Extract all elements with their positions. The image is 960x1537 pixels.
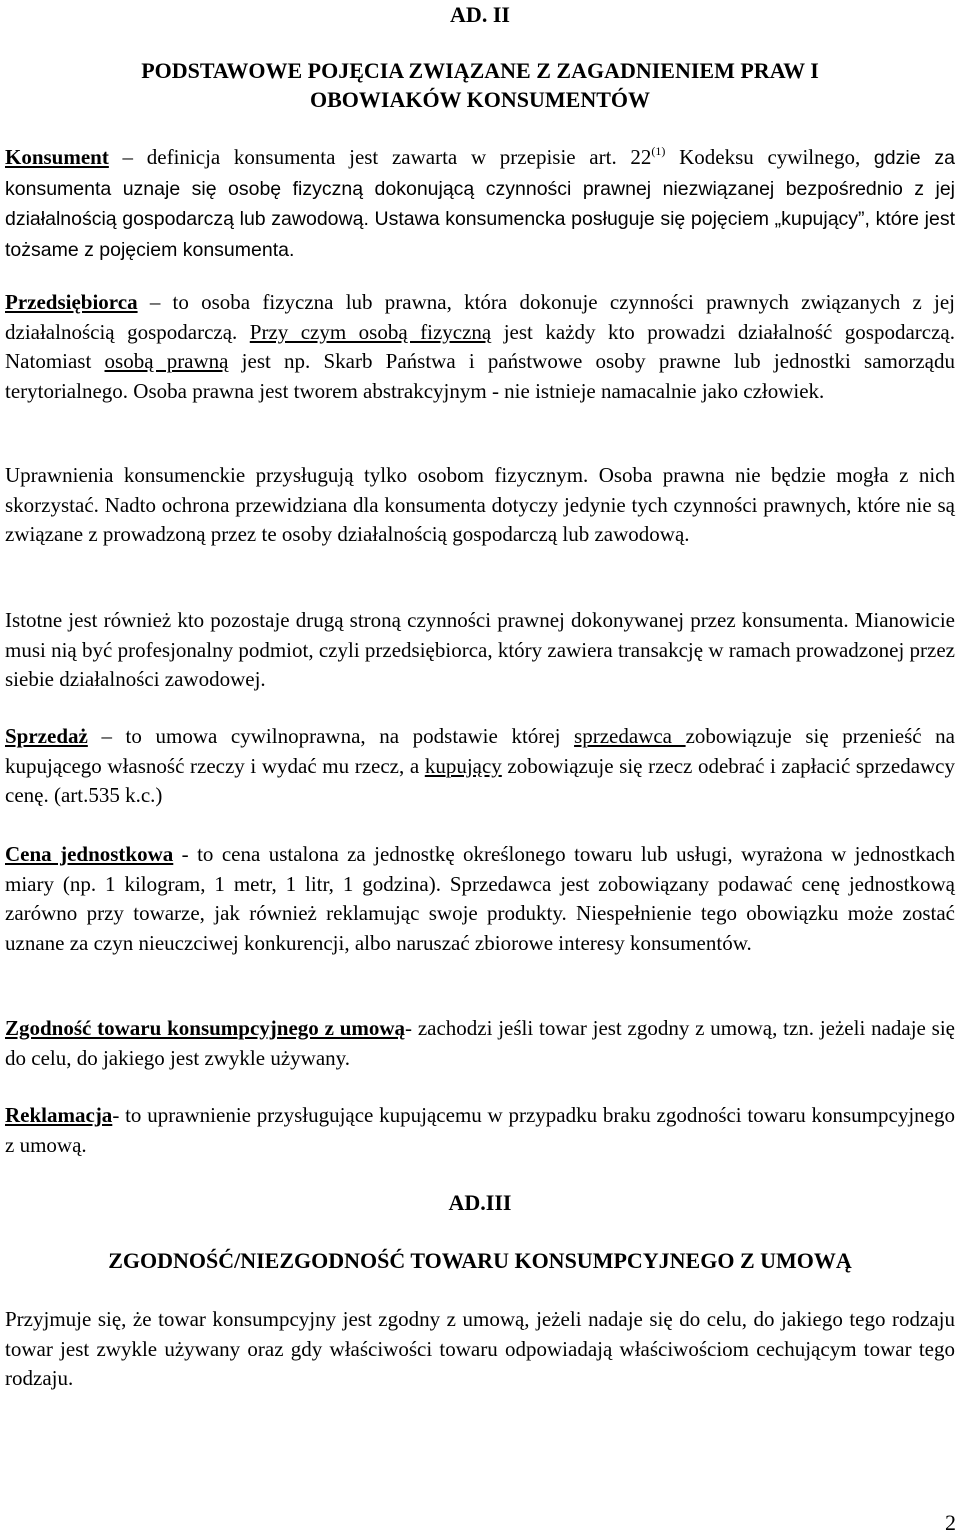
term-sprzedaz: Sprzedaż [5,724,88,748]
konsument-superscript: (1) [651,144,666,158]
przedsiebiorca-text-a: – to osoba fizyczna lub prawna, która dokonuje czynności prawnych związanych z jej działalnością gospodarczą. [5,290,955,344]
cena-jednostkowa-paragraph [5,840,955,958]
przedsiebiorca-text-b: jest każdy kto prowadzi działalność gospodarczą. Natomiast [5,319,955,373]
sprzedaz-paragraph [5,722,955,811]
sprzedaz-text-c: zobowiązuje się rzecz odebrać i zapłacić sprzedawcy cenę. (art.535 k.c.) [5,753,955,807]
section-title-zgodnosc: ZGODNOŚĆ/NIEZGODNOŚĆ TOWARU KONSUMPCYJNEGO Z UMOWĄ [108,1248,852,1273]
przedsiebiorca-underline-1: Przy czym osobą fizyczną [249,319,492,344]
term-cena-jednostkowa: Cena jednostkowa [5,842,174,866]
konsument-text-a: – definicja konsumenta jest zawarta w przepisie art. 22 [108,145,652,169]
sprzedaz-text-b: zobowiązuje się przenieść na kupującego własność rzeczy i wydać mu rzecz, a [5,724,955,778]
cena-text: - to cena ustalona za jednostkę określonego towaru lub usługi, wyrażona w jednostkach miary (np. 1 kilogram, 1 metr, 1 litr, 1 godzina). Sprzedawca jest zobowiązany podawać cenę jednostkową zarówno przy towarze, jak również reklamując swoje produkty. Niespełnienie tego obowiązku może zostać uznane za czyn nieuczciwej konkurencji, albo naruszać zbiorowe interesy konsumentów. [5,842,955,955]
przyjmuje-paragraph: Przyjmuje się, że towar konsumpcyjny jest zgodny z umową, jeżeli nadaje się do celu, do jakiego tego rodzaju towar jest zwykle używany oraz gdy właściwości towaru odpowiadają właściwościom cechującym towar tego rodzaju. [5,1307,955,1390]
term-reklamacja: Reklamacja [5,1103,113,1127]
term-zgodnosc: Zgodność towaru konsumpcyjnego z umową [5,1016,406,1040]
konsument-text-c: gdzie za konsumenta uznaje się osobę fizyczną dokonującą czynności prawnej niezwiązanej bezpośrednio z jej działalnością gospodarczą lub zawodową. Ustawa konsumencka posługuje się pojęciem „kupujący”, które jest tożsame z pojęciem konsumenta. [5,147,956,261]
uprawnienia-paragraph: Uprawnienia konsumenckie przysługują tylko osobom fizycznym. Osoba prawna nie będzie mogła z nich skorzystać. Nadto ochrona przewidziana dla konsumenta dotyczy jedynie tych czynności prawnych, które nie są związane z prowadzoną przez te osoby działalnością gospodarczą lub zawodową. [5,463,955,546]
przedsiebiorca-paragraph [5,288,955,406]
zgodnosc-text: - zachodzi jeśli towar jest zgodny z umową, tzn. jeżeli nadaje się do celu, do jakiego jest zwykle używany. [5,1016,955,1070]
section-title [5,56,955,114]
term-przedsiebiorca: Przedsiębiorca [5,290,138,314]
reklamacja-text: - to uprawnienie przysługujące kupującemu w przypadku braku zgodności towaru konsumpcyjnego z umową. [5,1103,955,1157]
sprzedaz-underline-sprzedawca: sprzedawca [574,724,686,748]
section-title-line-1: PODSTAWOWE POJĘCIA ZWIĄZANE Z ZAGADNIENIEM PRAW I [141,58,819,83]
section-number-ad-ii: AD. II [450,2,510,27]
section-title-line-2: OBOWIAKÓW KONSUMENTÓW [309,87,651,112]
reklamacja-paragraph [5,1101,955,1160]
term-konsument: Konsument [5,145,109,169]
przedsiebiorca-text-c: jest np. Skarb Państwa i państwowe osoby prawne lub jednostki samorządu terytorialnego. Osoba prawna jest tworem abstrakcyjnym - nie istnieje namacalnie jako człowiek. [5,349,956,403]
istotne-paragraph: Istotne jest również kto pozostaje drugą stroną czynności prawnej dokonywanej przez konsumenta. Mianowicie musi nią być profesjonalny podmiot, czyli przedsiębiorca, który zawiera transakcję w ramach prowadzonej przez siebie działalności zawodowej. [5,608,955,691]
sprzedaz-text-a: – to umowa cywilnoprawna, na podstawie której [87,724,575,748]
konsument-paragraph [5,143,955,265]
przedsiebiorca-underline-2: osobą prawną [104,349,229,373]
section-number-ad-iii: AD.III [448,1190,512,1215]
zgodnosc-paragraph [5,1014,955,1073]
page-number: 2 [945,1510,956,1535]
sprzedaz-underline-kupujacy: kupujący [424,753,502,778]
konsument-text-b: Kodeksu cywilnego, [665,145,874,169]
